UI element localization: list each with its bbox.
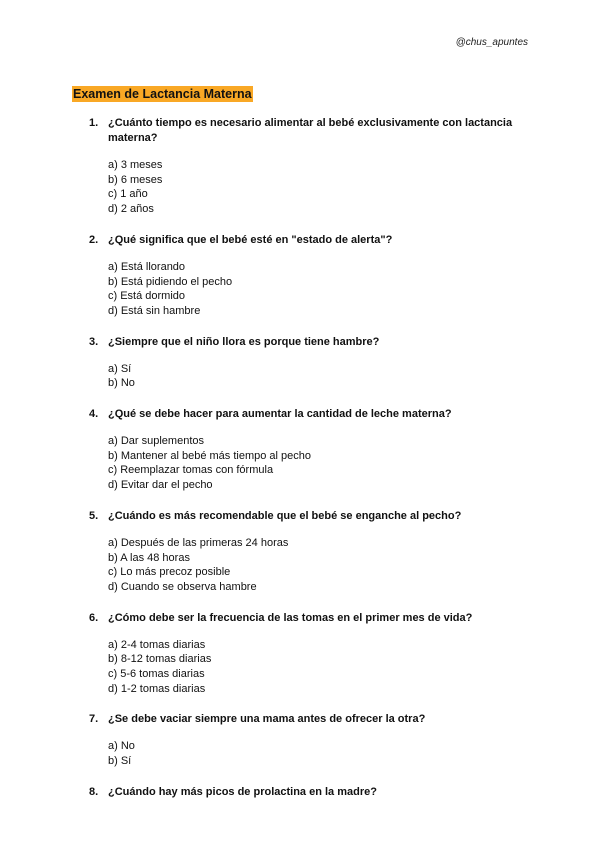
author-handle: @chus_apuntes — [455, 37, 528, 48]
page-title: Examen de Lactancia Materna — [73, 87, 252, 101]
answer-option: b) 6 meses — [108, 173, 163, 186]
answer-option: a) Dar suplementos — [108, 435, 204, 448]
answer-option: b) 8-12 tomas diarias — [108, 653, 212, 666]
answer-option: c) Lo más precoz posible — [108, 566, 231, 579]
question-text: ¿Cómo debe ser la frecuencia de las tomas en el primer mes de vida? — [108, 611, 473, 624]
question-text: ¿Cuándo hay más picos de prolactina en la madre? — [108, 785, 377, 798]
question-text: ¿Se debe vaciar siempre una mama antes de ofrecer la otra? — [108, 713, 426, 726]
answer-option: b) A las 48 horas — [108, 551, 190, 564]
question-number: 2. — [89, 233, 99, 246]
answer-option: c) Reemplazar tomas con fórmula — [108, 464, 274, 477]
answer-options — [108, 739, 600, 768]
question-number: 3. — [89, 335, 99, 348]
answer-option: a) Después de las primeras 24 horas — [108, 536, 289, 549]
answer-option: a) 3 meses — [108, 159, 163, 171]
question-list — [0, 116, 600, 814]
answer-option: b) No — [108, 377, 135, 390]
answer-options — [108, 158, 600, 217]
question-item — [0, 407, 600, 493]
answer-option: b) Mantener al bebé más tiempo al pecho — [108, 449, 312, 462]
answer-options — [108, 260, 600, 319]
answer-option: c) 1 año — [108, 188, 148, 201]
question-item — [0, 785, 600, 800]
question-text: ¿Qué se debe hacer para aumentar la cantidad de leche materna? — [108, 408, 452, 421]
question-text: ¿Cuánto tiempo es necesario alimentar al bebé exclusivamente con lactancia materna? — [108, 117, 513, 144]
answer-option: a) 2-4 tomas diarias — [108, 638, 206, 651]
answer-option: b) Está pidiendo el pecho — [108, 275, 233, 288]
question-number: 4. — [89, 408, 99, 421]
answer-options — [108, 362, 600, 391]
answer-option: a) No — [108, 740, 135, 753]
question-number: 8. — [89, 785, 99, 798]
answer-options — [108, 536, 600, 595]
question-text: ¿Siempre que el niño llora es porque tiene hambre? — [108, 335, 380, 348]
question-text: ¿Cuándo es más recomendable que el bebé se enganche al pecho? — [108, 509, 462, 522]
question-number: 7. — [89, 713, 99, 726]
question-item — [0, 509, 600, 595]
question-item — [0, 712, 600, 768]
question-number: 6. — [89, 611, 99, 624]
question-item — [0, 233, 600, 319]
answer-option: b) Sí — [108, 755, 132, 768]
question-number: 1. — [89, 117, 99, 129]
question-item — [0, 335, 600, 391]
question-number: 5. — [89, 509, 99, 522]
answer-options — [108, 638, 600, 697]
answer-option: d) Está sin hambre — [108, 304, 201, 317]
answer-option: d) 1-2 tomas diarias — [108, 682, 206, 695]
answer-option: a) Sí — [108, 362, 132, 375]
answer-option: d) Evitar dar el pecho — [108, 479, 213, 492]
answer-options — [108, 434, 600, 493]
answer-option: d) 2 años — [108, 203, 154, 216]
answer-option: a) Está llorando — [108, 260, 186, 273]
question-item — [0, 611, 600, 697]
answer-option: d) Cuando se observa hambre — [108, 580, 257, 593]
answer-option: c) Está dormido — [108, 290, 186, 303]
answer-option: c) 5-6 tomas diarias — [108, 668, 205, 681]
question-text: ¿Qué significa que el bebé esté en "estado de alerta"? — [108, 233, 393, 246]
question-item — [0, 116, 600, 217]
